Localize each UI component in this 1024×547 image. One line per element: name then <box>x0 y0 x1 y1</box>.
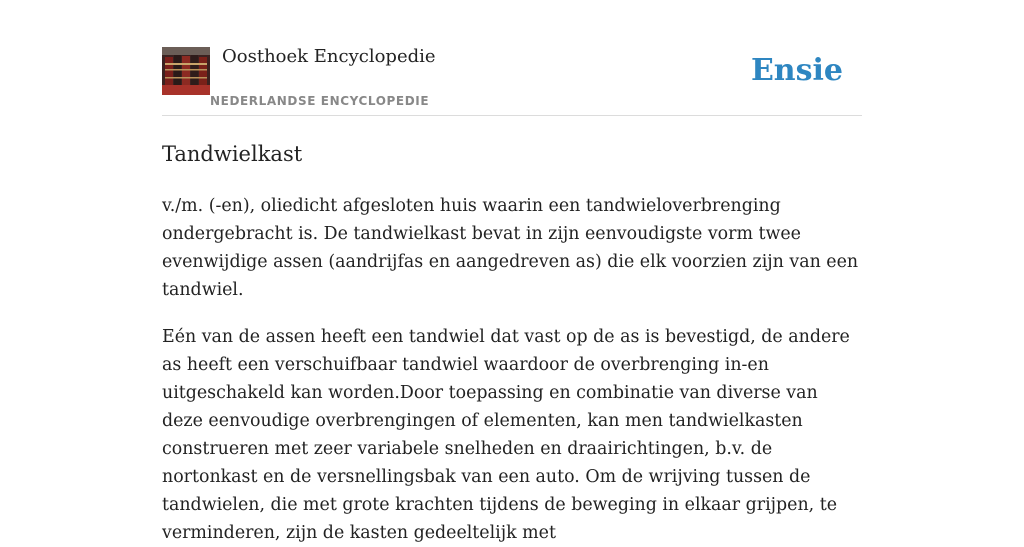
article <box>162 138 862 547</box>
article-title: Tandwielkast <box>162 142 303 166</box>
article-paragraph-2: Eén van de assen heeft een tandwiel dat vast op de as is bevestigd, de andere as heeft een verschuifbaar tandwiel waardoor de overbrenging in-en uitgeschakeld kan worden.Door toepassing en combinatie van diverse van deze eenvoudige overbrengingen of elementen, kan men tandwielkasten construeren met zeer variabele snelheden en draairichtingen, b.v. de nortonkast en de versnellingsbak van een auto. Om de wrijving tussen de tandwielen, die met grote krachten tijdens de beweging in elkaar grijpen, te verminderen, zijn de kasten gedeeltelijk met <box>162 327 850 543</box>
brand-logo-link[interactable]: Ensie <box>750 53 843 88</box>
site-title-link[interactable]: Oosthoek Encyclopedie <box>222 46 436 67</box>
encyclopedia-books-icon[interactable] <box>162 47 210 95</box>
site-header <box>162 46 862 116</box>
site-subtitle: NEDERLANDSE ENCYCLOPEDIE <box>210 94 430 108</box>
article-paragraph-1: v./m. (-en), oliedicht afgesloten huis waarin een tandwieloverbrenging ondergebracht is. De tandwielkast bevat in zijn eenvoudigste vorm twee evenwijdige assen (aandrijfas en aangedreven as) die elk voorzien zijn van een tandwiel. <box>162 196 859 300</box>
